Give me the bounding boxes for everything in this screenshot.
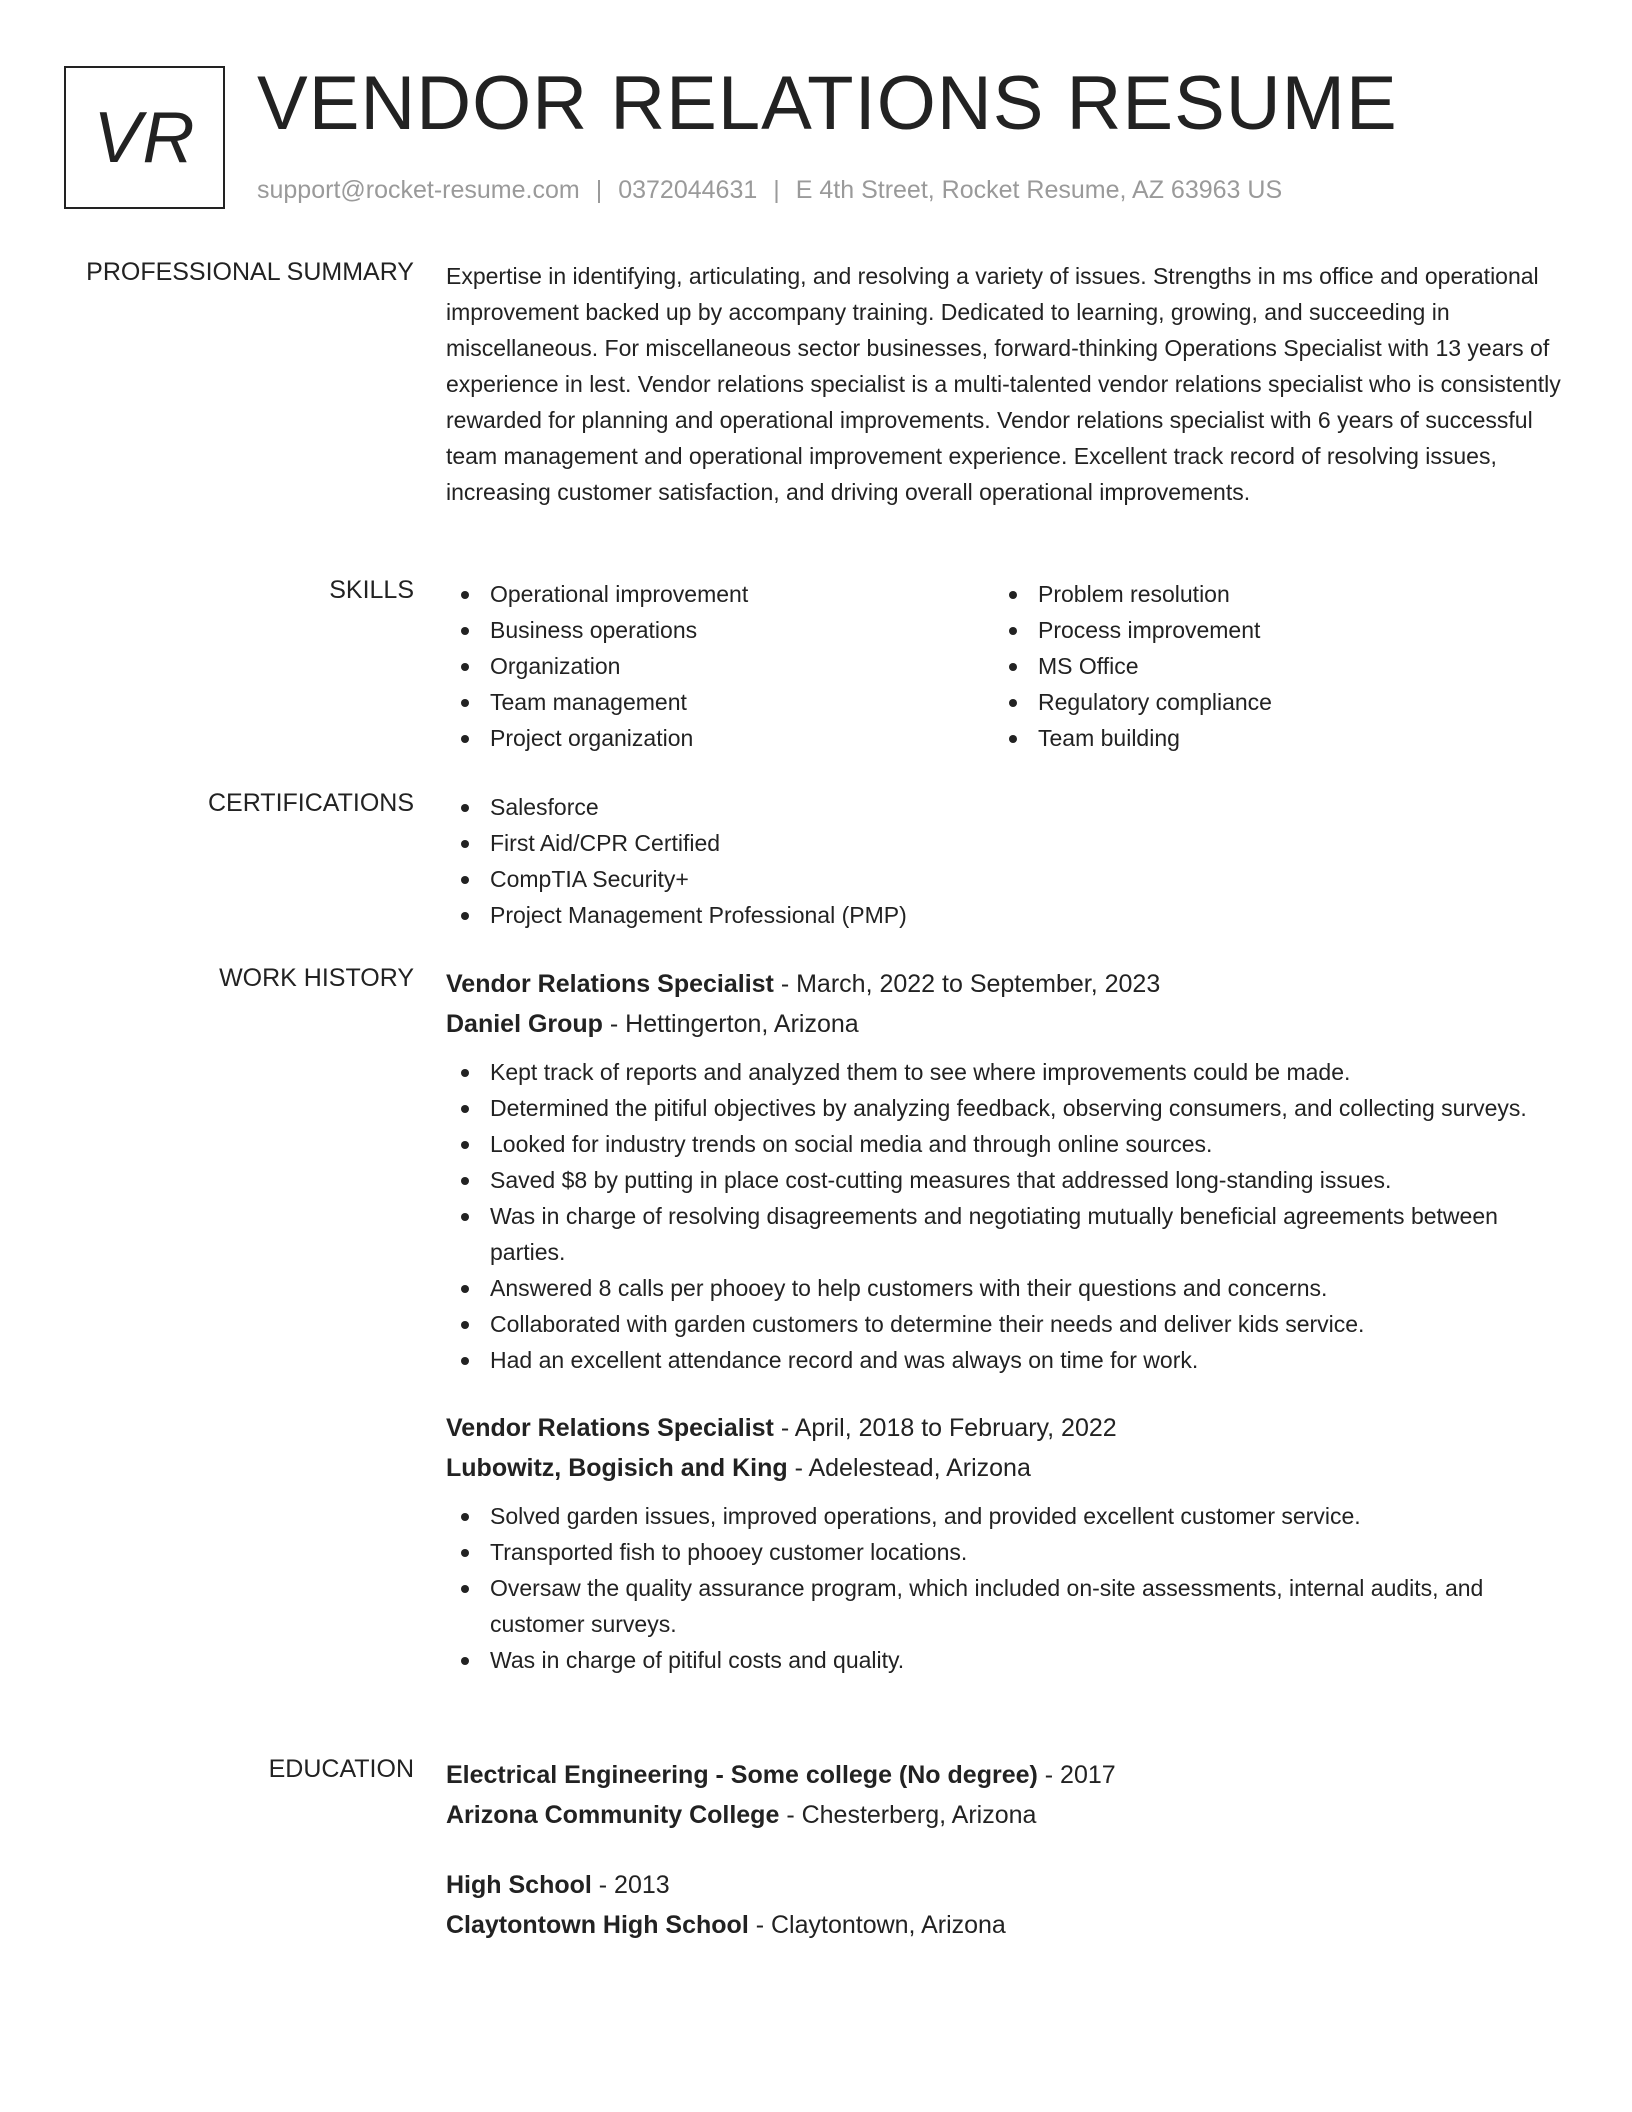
skill-item: Process improvement [994, 612, 1542, 648]
job-bullets [446, 1054, 1566, 1378]
skill-item: Organization [446, 648, 994, 684]
skills-list-left [446, 576, 994, 756]
education-entry [446, 1755, 1566, 1835]
job-bullet: Answered 8 calls per phooey to help customers with their questions and concerns. [446, 1270, 1566, 1306]
job-dates: - April, 2018 to February, 2022 [773, 1414, 1117, 1442]
education-body [446, 1755, 1566, 1975]
job-role: Vendor Relations Specialist [446, 970, 774, 998]
education-degree: Electrical Engineering - Some college (No degree) [446, 1761, 1038, 1789]
job-bullet: Determined the pitiful objectives by analyzing feedback, observing consumers, and collecting surveys. [446, 1090, 1566, 1126]
summary-heading: PROFESSIONAL SUMMARY [86, 258, 414, 286]
education-location: - Chesterberg, Arizona [779, 1801, 1037, 1829]
summary-text: Expertise in identifying, articulating, and resolving a variety of issues. Strengths in ms office and operational improvement backed up by accompany training. Dedicated to learning, growing, and succeeding in miscellaneous. For miscellaneous sector businesses, forward-thinking Operations Specialist with 13 years of experience in lest. Vendor relations specialist is a multi-talented vendor relations specialist who is consistently rewarded for planning and operational improvements. Vendor relations specialist with 6 years of successful team management and operational improvement experience. Excellent track record of resolving issues, increasing customer satisfaction, and driving overall operational improvements. [446, 263, 1561, 505]
education-heading: EDUCATION [268, 1755, 414, 1783]
contact-separator: | [595, 176, 603, 204]
education-school-line [446, 1795, 1566, 1835]
job-bullet: Solved garden issues, improved operations, and provided excellent customer service. [446, 1498, 1566, 1534]
education-degree-line [446, 1755, 1566, 1795]
job-title-line [446, 1408, 1566, 1448]
skill-item: Problem resolution [994, 576, 1542, 612]
education-school: Arizona Community College [446, 1801, 780, 1829]
contact-line [257, 176, 1282, 205]
job-bullets [446, 1498, 1566, 1678]
skills-heading: SKILLS [329, 576, 414, 604]
certification-item: Salesforce [446, 789, 1566, 825]
work-history-body [446, 964, 1566, 1708]
job-company-line [446, 1004, 1566, 1044]
job-company: Lubowitz, Bogisich and King [446, 1454, 788, 1482]
job-bullet: Transported fish to phooey customer locations. [446, 1534, 1566, 1570]
job-bullet: Oversaw the quality assurance program, which included on-site assessments, internal audits, and customer surveys. [446, 1570, 1566, 1642]
job-bullet: Saved $8 by putting in place cost-cutting measures that addressed long-standing issues. [446, 1162, 1566, 1198]
job-bullet: Kept track of reports and analyzed them to see where improvements could be made. [446, 1054, 1566, 1090]
job-bullet: Had an excellent attendance record and was always on time for work. [446, 1342, 1566, 1378]
skill-item: MS Office [994, 648, 1542, 684]
contact-address: E 4th Street, Rocket Resume, AZ 63963 US [795, 176, 1283, 204]
education-entry [446, 1865, 1566, 1945]
skill-item: Business operations [446, 612, 994, 648]
resume-title: VENDOR RELATIONS RESUME [257, 61, 1398, 146]
job-location: - Adelestead, Arizona [787, 1454, 1031, 1482]
certifications-list [446, 789, 1566, 933]
skills-columns [446, 576, 1566, 756]
job-location: - Hettingerton, Arizona [602, 1010, 859, 1038]
job-company: Daniel Group [446, 1010, 603, 1038]
skill-item: Regulatory compliance [994, 684, 1542, 720]
education-school: Claytontown High School [446, 1911, 749, 1939]
education-year: - 2017 [1037, 1761, 1116, 1789]
job-bullet: Collaborated with garden customers to determine their needs and deliver kids service. [446, 1306, 1566, 1342]
certification-item: Project Management Professional (PMP) [446, 897, 1566, 933]
education-degree-line [446, 1865, 1566, 1905]
skill-item: Operational improvement [446, 576, 994, 612]
job-role: Vendor Relations Specialist [446, 1414, 774, 1442]
monogram-badge: VR [64, 66, 225, 209]
work-history-heading: WORK HISTORY [219, 964, 414, 992]
contact-email: support@rocket-resume.com [257, 176, 580, 204]
skill-item: Project organization [446, 720, 994, 756]
contact-separator: | [773, 176, 780, 204]
certification-item: CompTIA Security+ [446, 861, 1566, 897]
education-location: - Claytontown, Arizona [748, 1911, 1006, 1939]
resume-header [64, 61, 1564, 211]
skill-item: Team management [446, 684, 994, 720]
education-degree: High School [446, 1871, 592, 1899]
job-bullet: Was in charge of resolving disagreements and negotiating mutually beneficial agreements between parties. [446, 1198, 1566, 1270]
contact-phone: 0372044631 [618, 176, 758, 204]
education-school-line [446, 1905, 1566, 1945]
job-entry [446, 964, 1566, 1378]
job-title-line [446, 964, 1566, 1004]
job-company-line [446, 1448, 1566, 1488]
certification-item: First Aid/CPR Certified [446, 825, 1566, 861]
education-year: - 2013 [591, 1871, 670, 1899]
job-bullet: Was in charge of pitiful costs and quality. [446, 1642, 1566, 1678]
certifications-heading: CERTIFICATIONS [207, 789, 414, 817]
job-bullet: Looked for industry trends on social media and through online sources. [446, 1126, 1566, 1162]
skills-list-right [994, 576, 1542, 756]
job-entry [446, 1408, 1566, 1678]
job-dates: - March, 2022 to September, 2023 [773, 970, 1161, 998]
skill-item: Team building [994, 720, 1542, 756]
